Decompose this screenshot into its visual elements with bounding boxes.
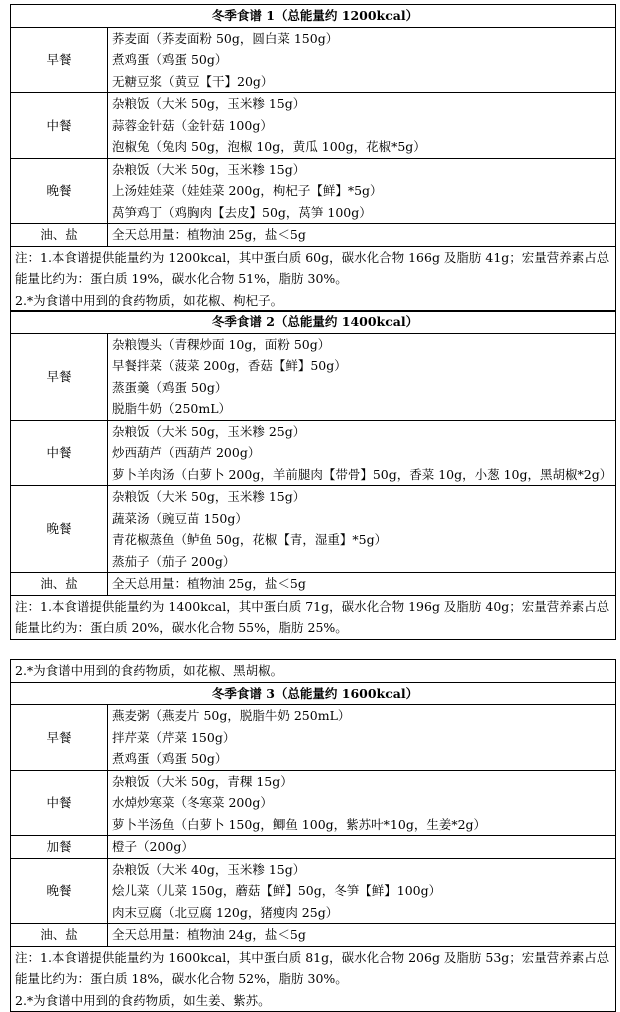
meal-row-lunch [11,770,616,836]
dish-item: 青花椒蒸鱼（鲈鱼 50g，花椒【青，湿重】*5g） [112,532,388,547]
notes-row [11,946,616,1012]
meal-items [108,27,616,93]
meal-items [108,486,616,573]
dish-item: 煮鸡蛋（鸡蛋 50g） [112,52,228,67]
dish-item: 杂粮馒头（青稞炒面 10g，面粉 50g） [112,336,331,352]
oil-salt-label: 油、盐 [11,924,108,947]
note-line: 注：1.本食谱提供能量约为 1200kcal，其中蛋白质 60g，碳水化合物 166g 及脂肪 41g；宏量营养素占总能量比约为：蛋白质 19%，碳水化合物 51%，脂肪 30%。 [15,249,610,286]
dish-item: 蒸蛋羹（鸡蛋 50g） [112,379,228,395]
dish-item: 烩儿菜（儿菜 150g，蘑菇【鲜】50g，冬笋【鲜】100g） [112,883,442,898]
dish-item: 蒸茄子（茄子 200g） [112,553,236,569]
dish-item: 莴笋鸡丁（鸡胸肉【去皮】50g，莴笋 100g） [112,204,372,220]
oil-salt-row [11,224,616,247]
meal-label: 晚餐 [11,486,108,573]
oil-salt-value: 全天总用量：植物油 25g，盐＜5g [108,224,616,247]
dish-item: 拌芹菜（芹菜 150g） [112,729,236,745]
table-title-row [11,311,616,334]
dish-item: 橙子（200g） [112,839,194,854]
meal-label: 早餐 [11,705,108,771]
oil-salt-row [11,924,616,947]
note-line: 注：1.本食谱提供能量约为 1600kcal，其中蛋白质 81g，碳水化合物 206g 及脂肪 53g；宏量营养素占总能量比约为：蛋白质 18%，碳水化合物 52%，脂肪 30%。 [15,949,610,986]
table-title-row [11,682,616,705]
meal-items [108,333,616,420]
meal-items [108,158,616,224]
dish-item: 杂粮饭（大米 50g，玉米糁 25g） [112,423,306,439]
meal-label: 晚餐 [11,158,108,224]
meal-items [108,705,616,771]
oil-salt-row [11,573,616,596]
oil-salt-value: 全天总用量：植物油 24g，盐＜5g [108,924,616,947]
meal-row-snack [11,836,616,859]
dish-item: 萝卜羊肉汤（白萝卜 200g，羊前腿肉【带骨】50g，香菜 10g，小葱 10g，黑胡椒*2g） [112,466,613,482]
dish-item: 燕麦粥（燕麦片 50g，脱脂牛奶 250mL） [112,708,351,723]
meal-label: 早餐 [11,27,108,93]
note-line: 2.*为食谱中用到的食药物质，如花椒、枸杞子。 [15,292,284,308]
menu-notes [11,595,616,639]
menu-notes-continued [11,660,616,683]
dish-item: 泡椒兔（兔肉 50g，泡椒 10g，黄瓜 100g，花椒*5g） [112,139,426,154]
notes-row [11,246,616,312]
oil-salt-label: 油、盐 [11,573,108,596]
meal-label: 晚餐 [11,858,108,924]
meal-label: 中餐 [11,93,108,159]
menu-title: 冬季食谱 1（总能量约 1200kcal） [11,5,616,28]
menu-title: 冬季食谱 3（总能量约 1600kcal） [11,682,616,705]
meal-items [108,770,616,836]
dish-item: 蒜蓉金针菇（金针菇 100g） [112,117,273,133]
menu-notes [11,946,616,1012]
dish-item: 萝卜半汤鱼（白萝卜 150g，鲫鱼 100g，紫苏叶*10g，生姜*2g） [112,816,487,832]
meal-row-lunch [11,420,616,486]
meal-row-breakfast [11,705,616,771]
menu-title: 冬季食谱 2（总能量约 1400kcal） [11,311,616,334]
table-title-row [11,5,616,28]
meal-row-breakfast [11,333,616,420]
dish-item: 上汤娃娃菜（娃娃菜 200g，枸杞子【鲜】*5g） [112,183,383,198]
menu-notes [11,246,616,312]
meal-items [108,836,616,859]
meal-label: 早餐 [11,333,108,420]
winter-menu-table-3 [10,659,616,1012]
meal-items [108,858,616,924]
dish-item: 早餐拌菜（菠菜 200g，香菇【鲜】50g） [112,358,347,373]
dish-item: 蔬菜汤（豌豆苗 150g） [112,510,248,526]
oil-salt-label: 油、盐 [11,224,108,247]
dish-item: 杂粮饭（大米 50g，玉米糁 15g） [112,489,306,504]
meal-row-dinner [11,858,616,924]
meal-label: 中餐 [11,420,108,486]
note-line: 注：1.本食谱提供能量约为 1400kcal，其中蛋白质 71g，碳水化合物 196g 及脂肪 40g；宏量营养素占总能量比约为：蛋白质 20%，碳水化合物 55%，脂肪 25%。 [15,598,610,635]
dish-item: 杂粮饭（大米 50g，青稞 15g） [112,773,293,789]
dish-item: 杂粮饭（大米 50g，玉米糁 15g） [112,96,306,111]
winter-menu-table-1 [10,4,616,312]
dish-item: 杂粮饭（大米 40g，玉米糁 15g） [112,861,306,877]
meal-row-breakfast [11,27,616,93]
note-line: 2.*为食谱中用到的食药物质，如生姜、紫苏。 [15,992,271,1008]
meal-label: 中餐 [11,770,108,836]
dish-item: 杂粮饭（大米 50g，玉米糁 15g） [112,161,306,177]
note-line: 2.*为食谱中用到的食药物质，如花椒、黑胡椒。 [15,663,284,678]
meal-row-dinner [11,486,616,573]
dish-item: 肉末豆腐（北豆腐 120g，猪瘦肉 25g） [112,904,339,920]
meal-row-lunch [11,93,616,159]
meal-items [108,420,616,486]
meal-label: 加餐 [11,836,108,859]
dish-item: 荞麦面（荞麦面粉 50g，圆白菜 150g） [112,30,339,46]
meal-items [108,93,616,159]
winter-menu-table-2 [10,310,616,640]
dish-item: 无糖豆浆（黄豆【干】20g） [112,73,274,89]
oil-salt-value: 全天总用量：植物油 25g，盐＜5g [108,573,616,596]
dish-item: 煮鸡蛋（鸡蛋 50g） [112,751,228,766]
dish-item: 炒西葫芦（西葫芦 200g） [112,445,261,460]
notes-continuation-row [11,660,616,683]
dish-item: 脱脂牛奶（250mL） [112,401,232,416]
meal-row-dinner [11,158,616,224]
notes-row [11,595,616,639]
dish-item: 水焯炒寒菜（冬寒菜 200g） [112,795,273,810]
